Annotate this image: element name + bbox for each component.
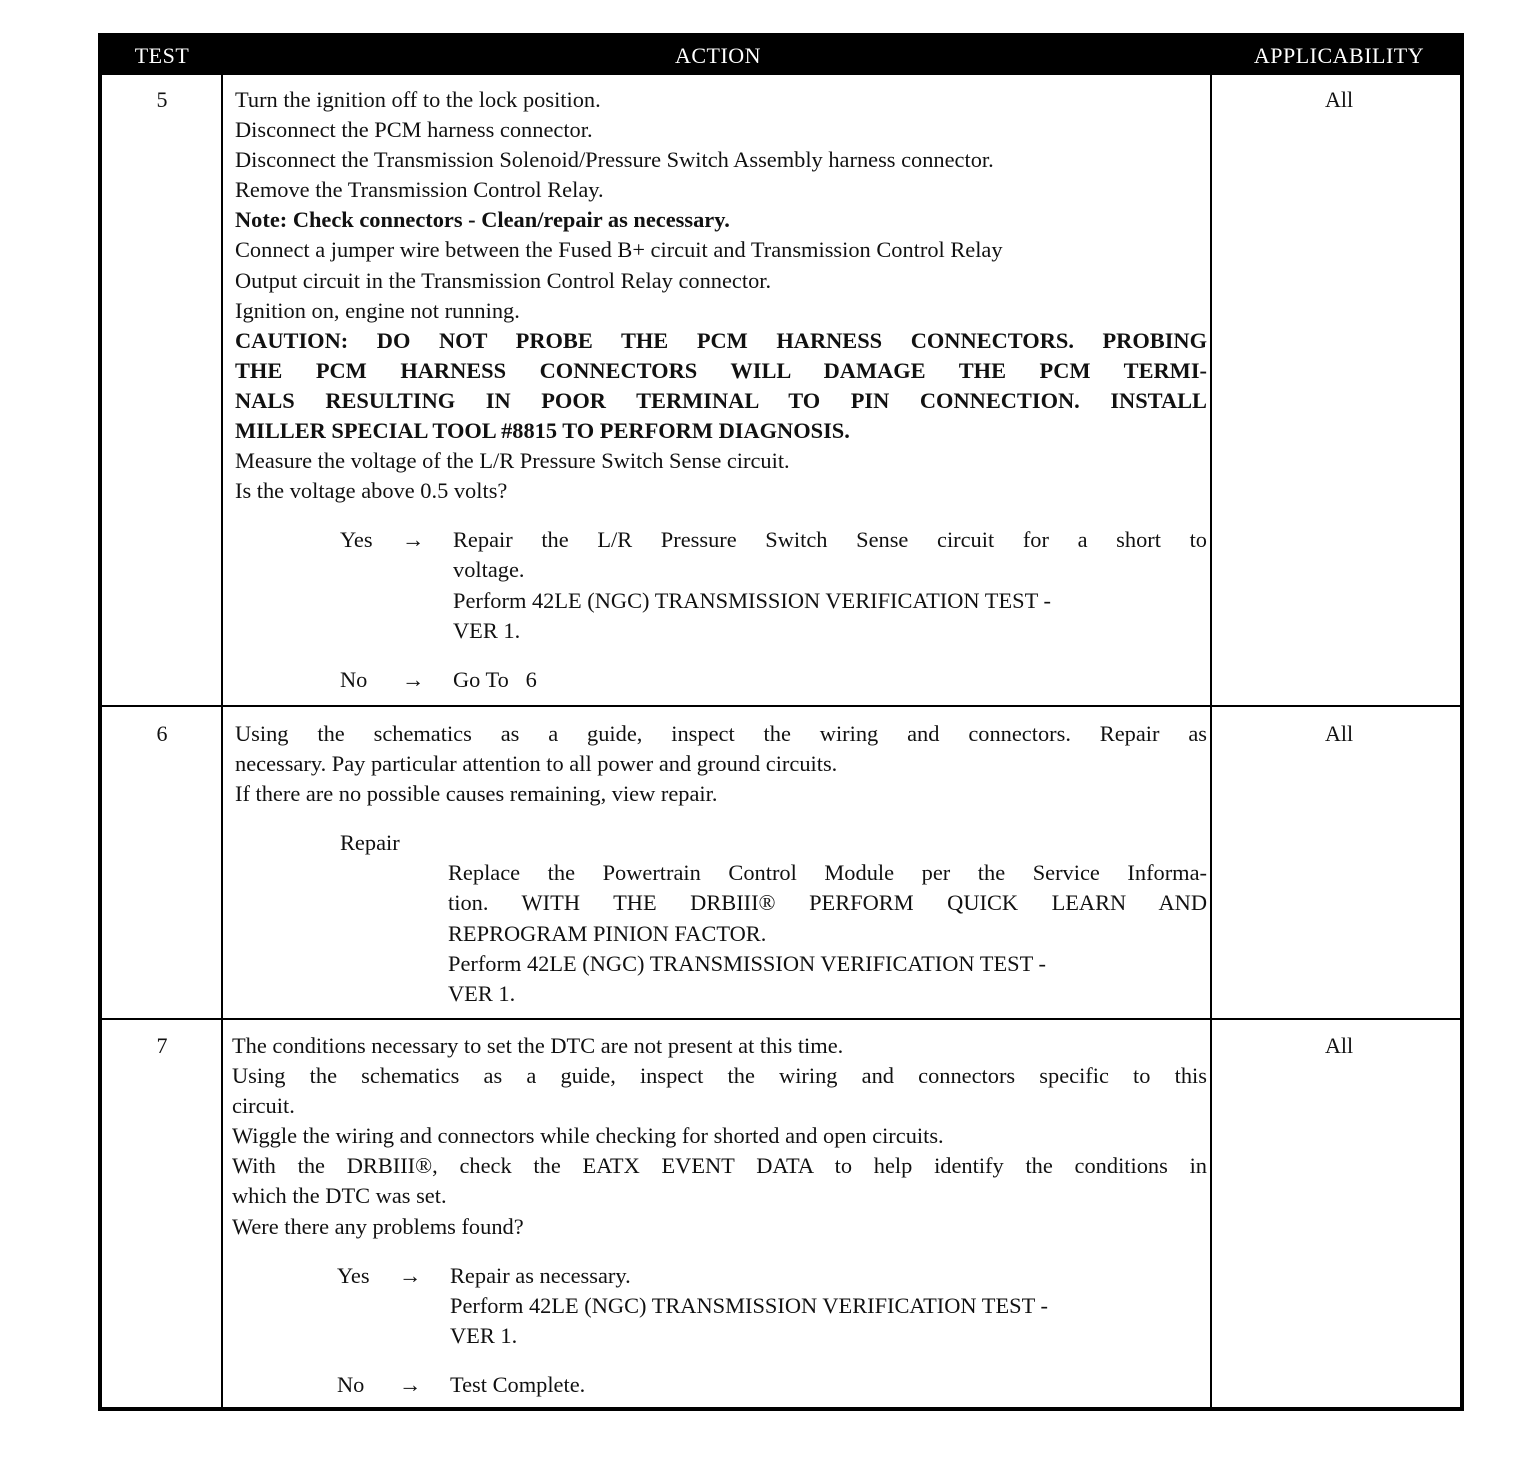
action-line: which the DTC was set. — [232, 1183, 447, 1209]
result-line: Repair the L/R Pressure Switch Sense circuit for a short to — [453, 527, 1207, 553]
repair-label: Repair — [340, 830, 400, 856]
header-test: TEST — [134, 43, 190, 68]
caution-line: THE PCM HARNESS CONNECTORS WILL DAMAGE THE PCM TERMI- — [235, 357, 1207, 383]
yes-branch — [235, 525, 1207, 645]
note-line: Note: Check connectors - Clean/repair as necessary. — [235, 207, 730, 233]
diagnostic-test-table — [98, 33, 1464, 1411]
no-label: No — [337, 1371, 365, 1397]
result-line: REPROGRAM PINION FACTOR. — [448, 920, 767, 946]
action-text — [232, 1031, 1207, 1400]
action-line: If there are no possible causes remaining, view repair. — [235, 781, 718, 807]
action-line: The conditions necessary to set the DTC are not present at this time. — [232, 1033, 844, 1058]
row-divider — [102, 1018, 1460, 1020]
action-line: Using the schematics as a guide, inspect the wiring and connectors specific to this — [232, 1063, 1207, 1089]
result-line: voltage. — [453, 557, 525, 583]
result-line: Go To 6 — [453, 666, 537, 692]
test-number: 7 — [156, 1033, 168, 1058]
arrow-icon: → — [402, 527, 425, 553]
result-line: Replace the Powertrain Control Module per the Service Informa- — [448, 860, 1207, 886]
no-branch — [232, 1370, 1207, 1400]
action-line: Output circuit in the Transmission Control Relay connector. — [235, 267, 772, 293]
applicability-value: All — [1324, 1033, 1354, 1058]
action-text — [235, 719, 1207, 1009]
header-action: ACTION — [674, 43, 762, 68]
action-line: Using the schematics as a guide, inspect the wiring and connectors. Repair as — [235, 721, 1207, 746]
repair-branch — [235, 828, 1207, 1009]
result-line: Test Complete. — [450, 1371, 586, 1397]
table-header — [102, 37, 1460, 75]
action-line: necessary. Pay particular attention to all power and ground circuits. — [235, 751, 838, 777]
result-line: VER 1. — [450, 1322, 518, 1348]
result-line: tion. WITH THE DRBIII® PERFORM QUICK LEARN AND — [448, 890, 1207, 916]
action-line: Measure the voltage of the L/R Pressure Switch Sense circuit. — [235, 448, 790, 474]
action-text — [235, 85, 1207, 695]
applicability-value: All — [1324, 87, 1354, 112]
action-line: With the DRBIII®, check the EATX EVENT DATA to help identify the conditions in — [232, 1153, 1207, 1179]
yes-branch — [232, 1261, 1207, 1351]
applicability-value: All — [1324, 721, 1354, 746]
no-label: No — [340, 666, 368, 692]
test-number: 6 — [156, 721, 168, 746]
action-line: Connect a jumper wire between the Fused B+ circuit and Transmission Control Relay — [235, 237, 1003, 263]
result-line: Repair as necessary. — [450, 1262, 631, 1288]
action-line: Remove the Transmission Control Relay. — [235, 177, 604, 203]
action-line: Disconnect the PCM harness connector. — [235, 117, 593, 143]
result-line: VER 1. — [453, 617, 521, 643]
column-divider — [1210, 75, 1212, 1407]
arrow-icon: → — [399, 1262, 422, 1288]
arrow-icon: → — [399, 1371, 422, 1397]
caution-line: MILLER SPECIAL TOOL #8815 TO PERFORM DIAGNOSIS. — [235, 418, 850, 444]
caution-line: NALS RESULTING IN POOR TERMINAL TO PIN CONNECTION. INSTALL — [235, 387, 1207, 413]
action-line: Disconnect the Transmission Solenoid/Pressure Switch Assembly harness connector. — [235, 147, 994, 173]
row-divider — [102, 705, 1460, 707]
test-number: 5 — [156, 87, 168, 112]
result-line: VER 1. — [448, 980, 516, 1006]
action-line: Ignition on, engine not running. — [235, 297, 520, 323]
yes-label: Yes — [340, 527, 373, 553]
caution-line: CAUTION: DO NOT PROBE THE PCM HARNESS CONNECTORS. PROBING — [235, 327, 1207, 353]
no-branch — [235, 665, 1207, 695]
action-line: Turn the ignition off to the lock position. — [235, 87, 601, 112]
action-line: Wiggle the wiring and connectors while checking for shorted and open circuits. — [232, 1123, 944, 1149]
result-line: Perform 42LE (NGC) TRANSMISSION VERIFICATION TEST - — [453, 587, 1051, 613]
result-line: Perform 42LE (NGC) TRANSMISSION VERIFICATION TEST - — [450, 1292, 1048, 1318]
result-line: Perform 42LE (NGC) TRANSMISSION VERIFICATION TEST - — [448, 950, 1046, 976]
action-line: circuit. — [232, 1093, 295, 1119]
action-line: Were there any problems found? — [232, 1213, 524, 1239]
header-applicability: APPLICABILITY — [1253, 43, 1425, 68]
action-line: Is the voltage above 0.5 volts? — [235, 478, 508, 504]
arrow-icon: → — [402, 666, 425, 692]
yes-label: Yes — [337, 1262, 370, 1288]
